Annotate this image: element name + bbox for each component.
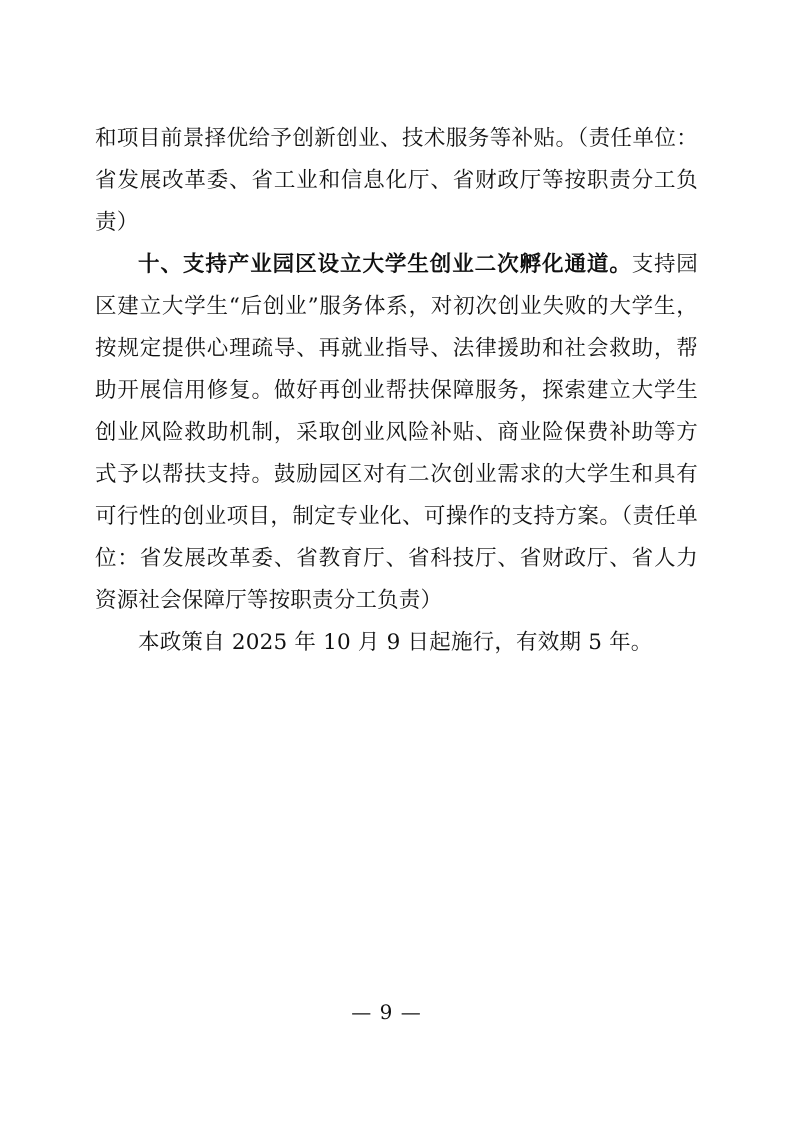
document-body: [95, 118, 698, 664]
paragraph-continued: 和项目前景择优给予创新创业、技术服务等补贴。（责任单位：省发展改革委、省工业和信息化厅、省财政厅等按职责分工负责）: [95, 126, 698, 235]
page-footer: [0, 1000, 793, 1024]
section-heading-ten: 十、支持产业园区设立大学生创业二次孵化通道。: [138, 252, 632, 277]
section-ten-text: 支持园区建立大学生“后创业”服务体系，对初次创业失败的大学生，按规定提供心理疏导、再就业指导、法律援助和社会救助，帮助开展信用修复。做好再创业帮扶保障服务，探索建立大学生创业风险救助机制，采取创业风险补贴、商业险保费补助等方式予以帮扶支持。鼓励园区对有二次创业需求的大学生和具有可行性的创业项目，制定专业化、可操作的支持方案。（责任单位：省发展改革委、省教育厅、省科技厅、省财政厅、省人力资源社会保障厅等按职责分工负责）: [95, 252, 698, 613]
paragraph-effective-date: 本政策自 2025 年 10 月 9 日起施行，有效期 5 年。: [138, 630, 653, 655]
paragraph-section-ten: [95, 244, 698, 622]
page-number: — 9 —: [351, 1000, 422, 1024]
